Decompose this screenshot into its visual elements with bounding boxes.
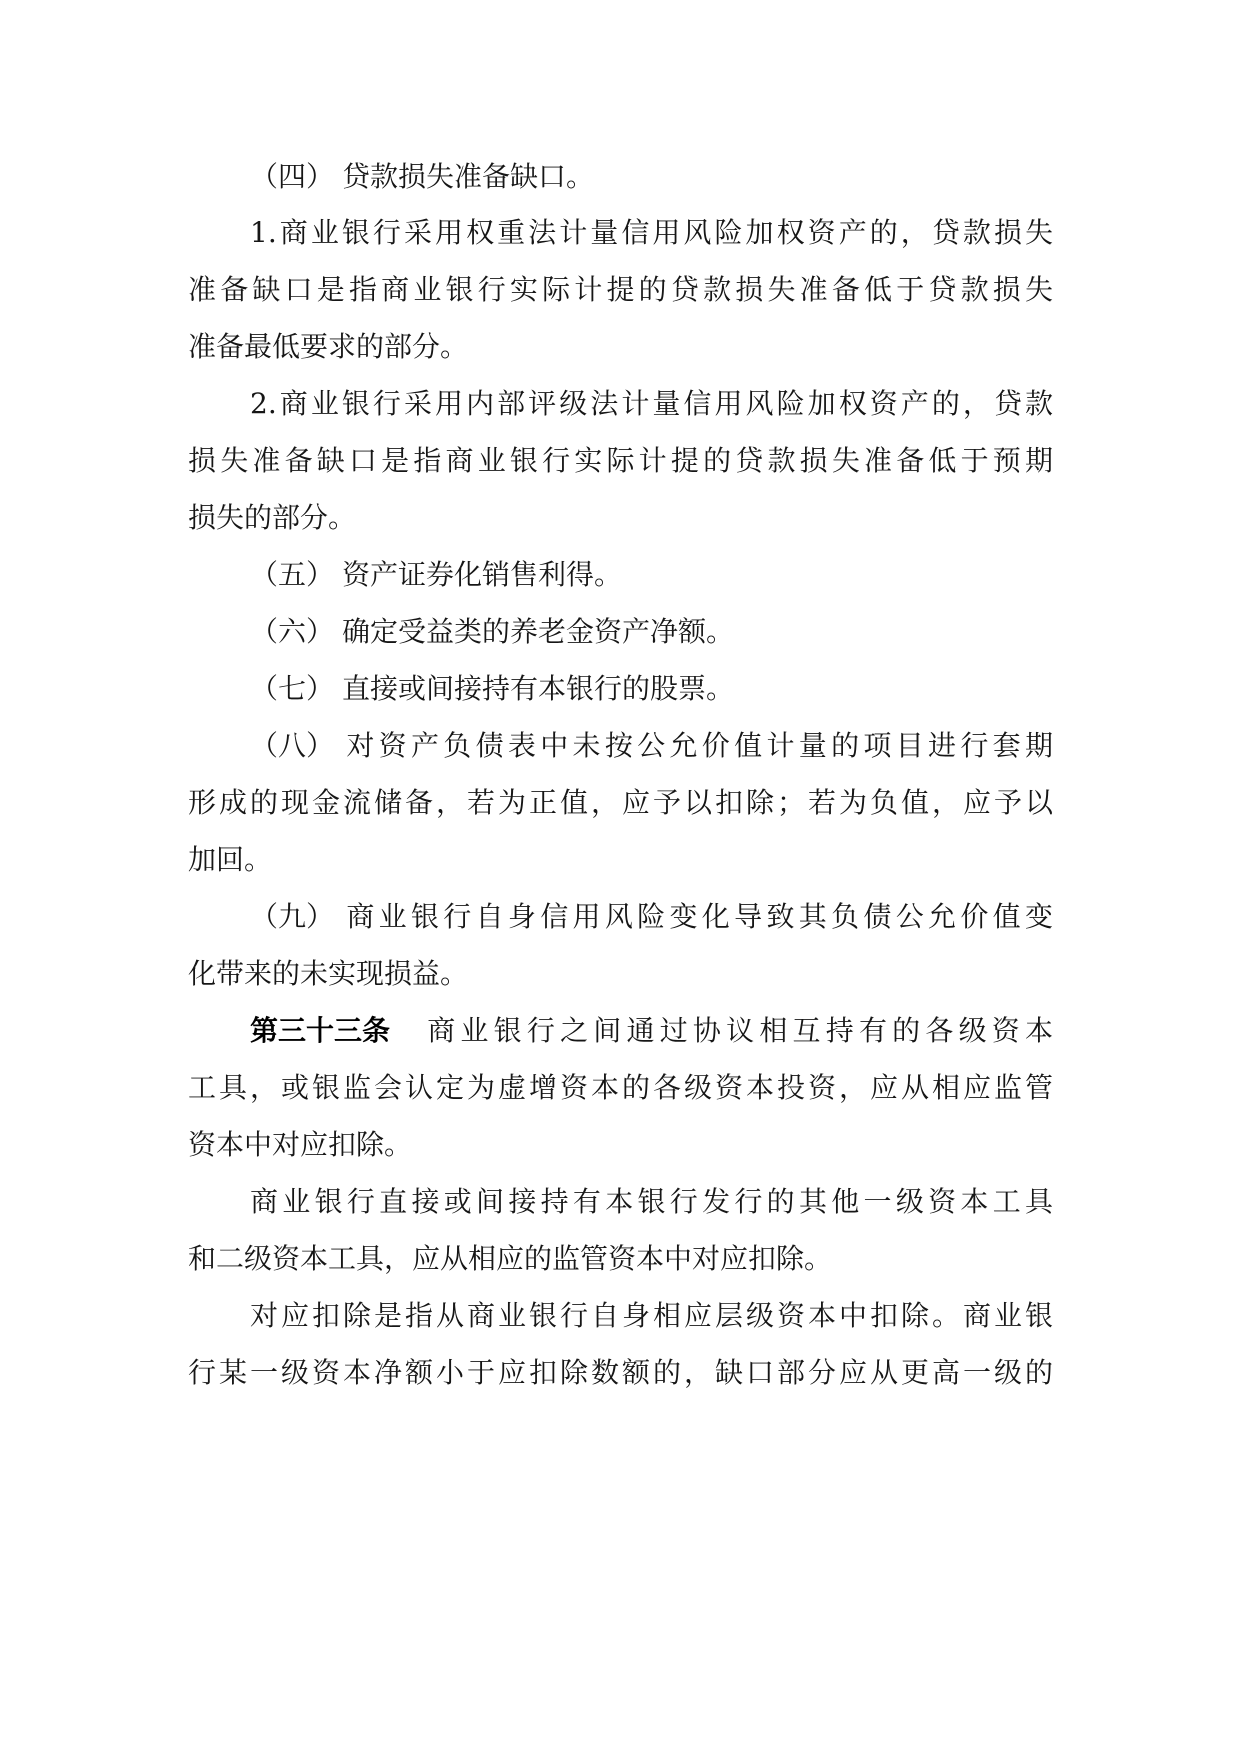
item-4-1-line-1: 1.商业银行采用权重法计量信用风险加权资产的，贷款损失 [250, 216, 1053, 249]
item-8-line-3: 加回。 [188, 843, 273, 876]
item-8-line-2: 形成的现金流储备，若为正值，应予以扣除；若为负值，应予以 [188, 786, 1053, 819]
item-8-text-1: 对资产负债表中未按公允价值计量的项目进行套期 [342, 729, 1053, 762]
item-7-line [188, 669, 1053, 709]
item-4-text: 贷款损失准备缺口。 [342, 160, 595, 193]
item-5-line [188, 555, 1053, 595]
item-4-2-line-2: 损失准备缺口是指商业银行实际计提的贷款损失准备低于预期 [188, 444, 1053, 477]
item-5-label: （五） [250, 558, 335, 591]
item-5-text: 资产证券化销售利得。 [342, 558, 623, 591]
item-4-2-line-1: 2.商业银行采用内部评级法计量信用风险加权资产的，贷款 [250, 387, 1053, 420]
article-33-text-1: 商业银行之间通过协议相互持有的各级资本 [422, 1014, 1053, 1047]
item-9-line-1 [188, 897, 1053, 937]
item-4-1-line-2: 准备缺口是指商业银行实际计提的贷款损失准备低于贷款损失 [188, 273, 1053, 306]
paragraph-3-line-2: 行某一级资本净额小于应扣除数额的，缺口部分应从更高一级的 [188, 1356, 1053, 1389]
item-7-label: （七） [250, 672, 335, 705]
item-4-line [188, 157, 1053, 197]
item-9-label: （九） [250, 900, 335, 933]
paragraph-2-line-1: 商业银行直接或间接持有本银行发行的其他一级资本工具 [250, 1185, 1053, 1218]
item-6-label: （六） [250, 615, 335, 648]
item-4-1-line-3: 准备最低要求的部分。 [188, 330, 469, 363]
item-8-line-1 [188, 726, 1053, 766]
item-4-label: （四） [250, 160, 335, 193]
article-33-line-1 [188, 1011, 1053, 1051]
item-7-text: 直接或间接持有本银行的股票。 [342, 672, 735, 705]
item-9-text-1: 商业银行自身信用风险变化导致其负债公允价值变 [342, 900, 1053, 933]
article-33-line-3: 资本中对应扣除。 [188, 1128, 413, 1161]
item-4-2-line-3: 损失的部分。 [188, 501, 357, 534]
item-6-text: 确定受益类的养老金资产净额。 [342, 615, 735, 648]
article-33-line-2: 工具，或银监会认定为虚增资本的各级资本投资，应从相应监管 [188, 1071, 1053, 1104]
item-9-line-2: 化带来的未实现损益。 [188, 957, 469, 990]
item-8-label: （八） [250, 729, 335, 762]
paragraph-2-line-2: 和二级资本工具，应从相应的监管资本中对应扣除。 [188, 1242, 833, 1275]
item-6-line [188, 612, 1053, 652]
article-33-heading: 第三十三条 [250, 1014, 391, 1047]
paragraph-3-line-1: 对应扣除是指从商业银行自身相应层级资本中扣除。商业银 [250, 1299, 1053, 1332]
